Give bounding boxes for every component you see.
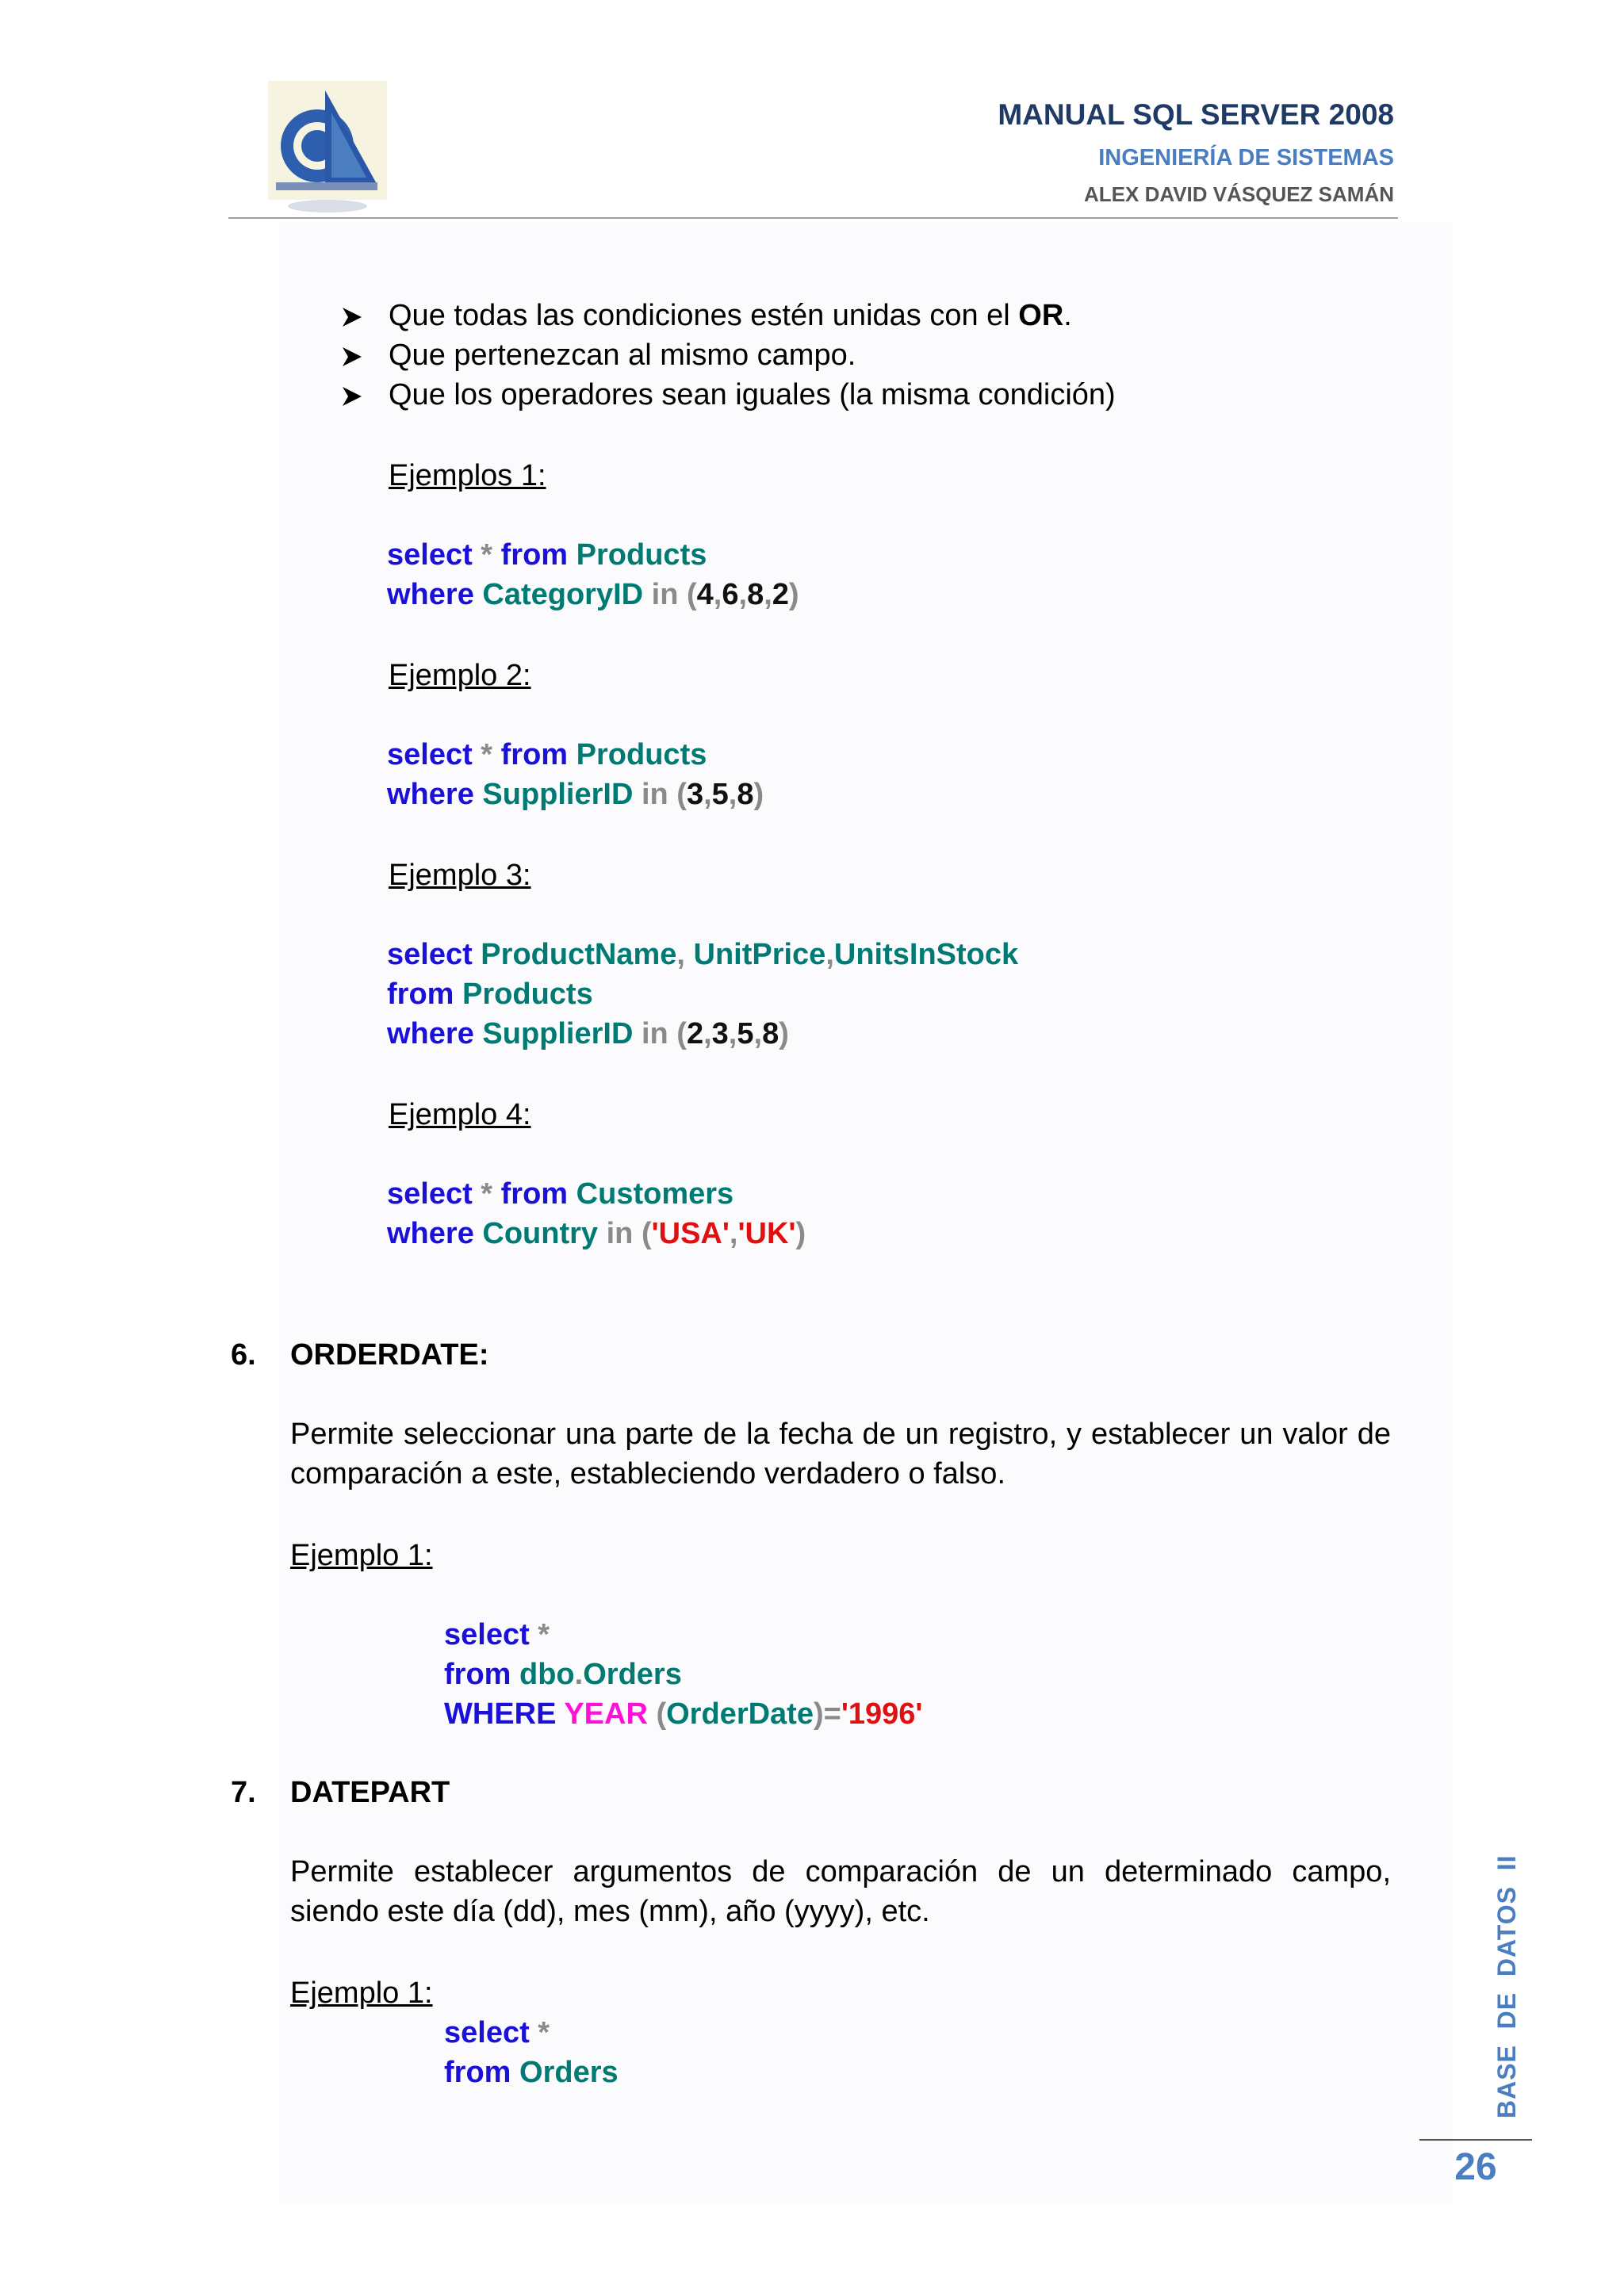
code-line: select * [444,1618,550,1651]
bullet-item: Que pertenezcan al mismo campo. [389,339,856,372]
bullet-item: Que todas las condiciones estén unidas con el OR. [389,299,1072,332]
example-label: Ejemplos 1: [389,459,546,492]
section-description: Permite establecer argumentos de comparación de un determinado campo, siendo este día (dd), mes (mm), año (yyyy), etc. [290,1855,1391,1928]
code-line: from dbo.Orders [444,1658,682,1691]
code-line: select * from Products [387,538,707,572]
header-divider [228,217,1398,219]
code-line: select * from Customers [387,1177,734,1211]
page-number: 26 [1454,2146,1497,2188]
section-description: Permite seleccionar una parte de la fecha de un registro, y establecer un valor de comparación a este, estableciendo verdadero o falso. [290,1418,1391,1490]
course-side-label: BASE DE DATOS II [1492,1854,1521,2118]
code-line: select ProductName, UnitPrice,UnitsInStock [387,938,1019,971]
code-line: select * [444,2016,550,2049]
code-line: from Orders [444,2056,619,2089]
code-line: where CategoryID in (4,6,8,2) [387,578,799,611]
manual-title: MANUAL SQL SERVER 2008 [998,98,1394,131]
arrow-bullet-icon [341,306,363,328]
university-logo [268,81,387,216]
author-name: ALEX DAVID VÁSQUEZ SAMÁN [1084,182,1394,206]
bullet-item: Que los operadores sean iguales (la misma condición) [389,378,1116,411]
career-subtitle: INGENIERÍA DE SISTEMAS [1098,145,1394,170]
section-number: 7. [231,1776,256,1809]
example-label: Ejemplo 3: [389,859,531,892]
example-label: Ejemplo 4: [389,1098,531,1131]
example-label: Ejemplo 2: [389,659,531,692]
code-line: WHERE YEAR (OrderDate)='1996' [444,1697,923,1731]
code-line: where Country in ('USA','UK') [387,1217,806,1250]
section-title: DATEPART [290,1776,450,1809]
section-title: ORDERDATE: [290,1338,489,1372]
code-line: where SupplierID in (2,3,5,8) [387,1017,789,1050]
arrow-bullet-icon [341,346,363,368]
arrow-bullet-icon [341,385,363,408]
code-line: select * from Products [387,738,707,771]
code-line: from Products [387,978,593,1011]
code-line: where SupplierID in (3,5,8) [387,778,764,811]
section-number: 6. [231,1338,256,1372]
example-label: Ejemplo 1: [290,1539,433,1572]
example-label: Ejemplo 1: [290,1976,433,2010]
page-number-divider [1419,2139,1532,2141]
